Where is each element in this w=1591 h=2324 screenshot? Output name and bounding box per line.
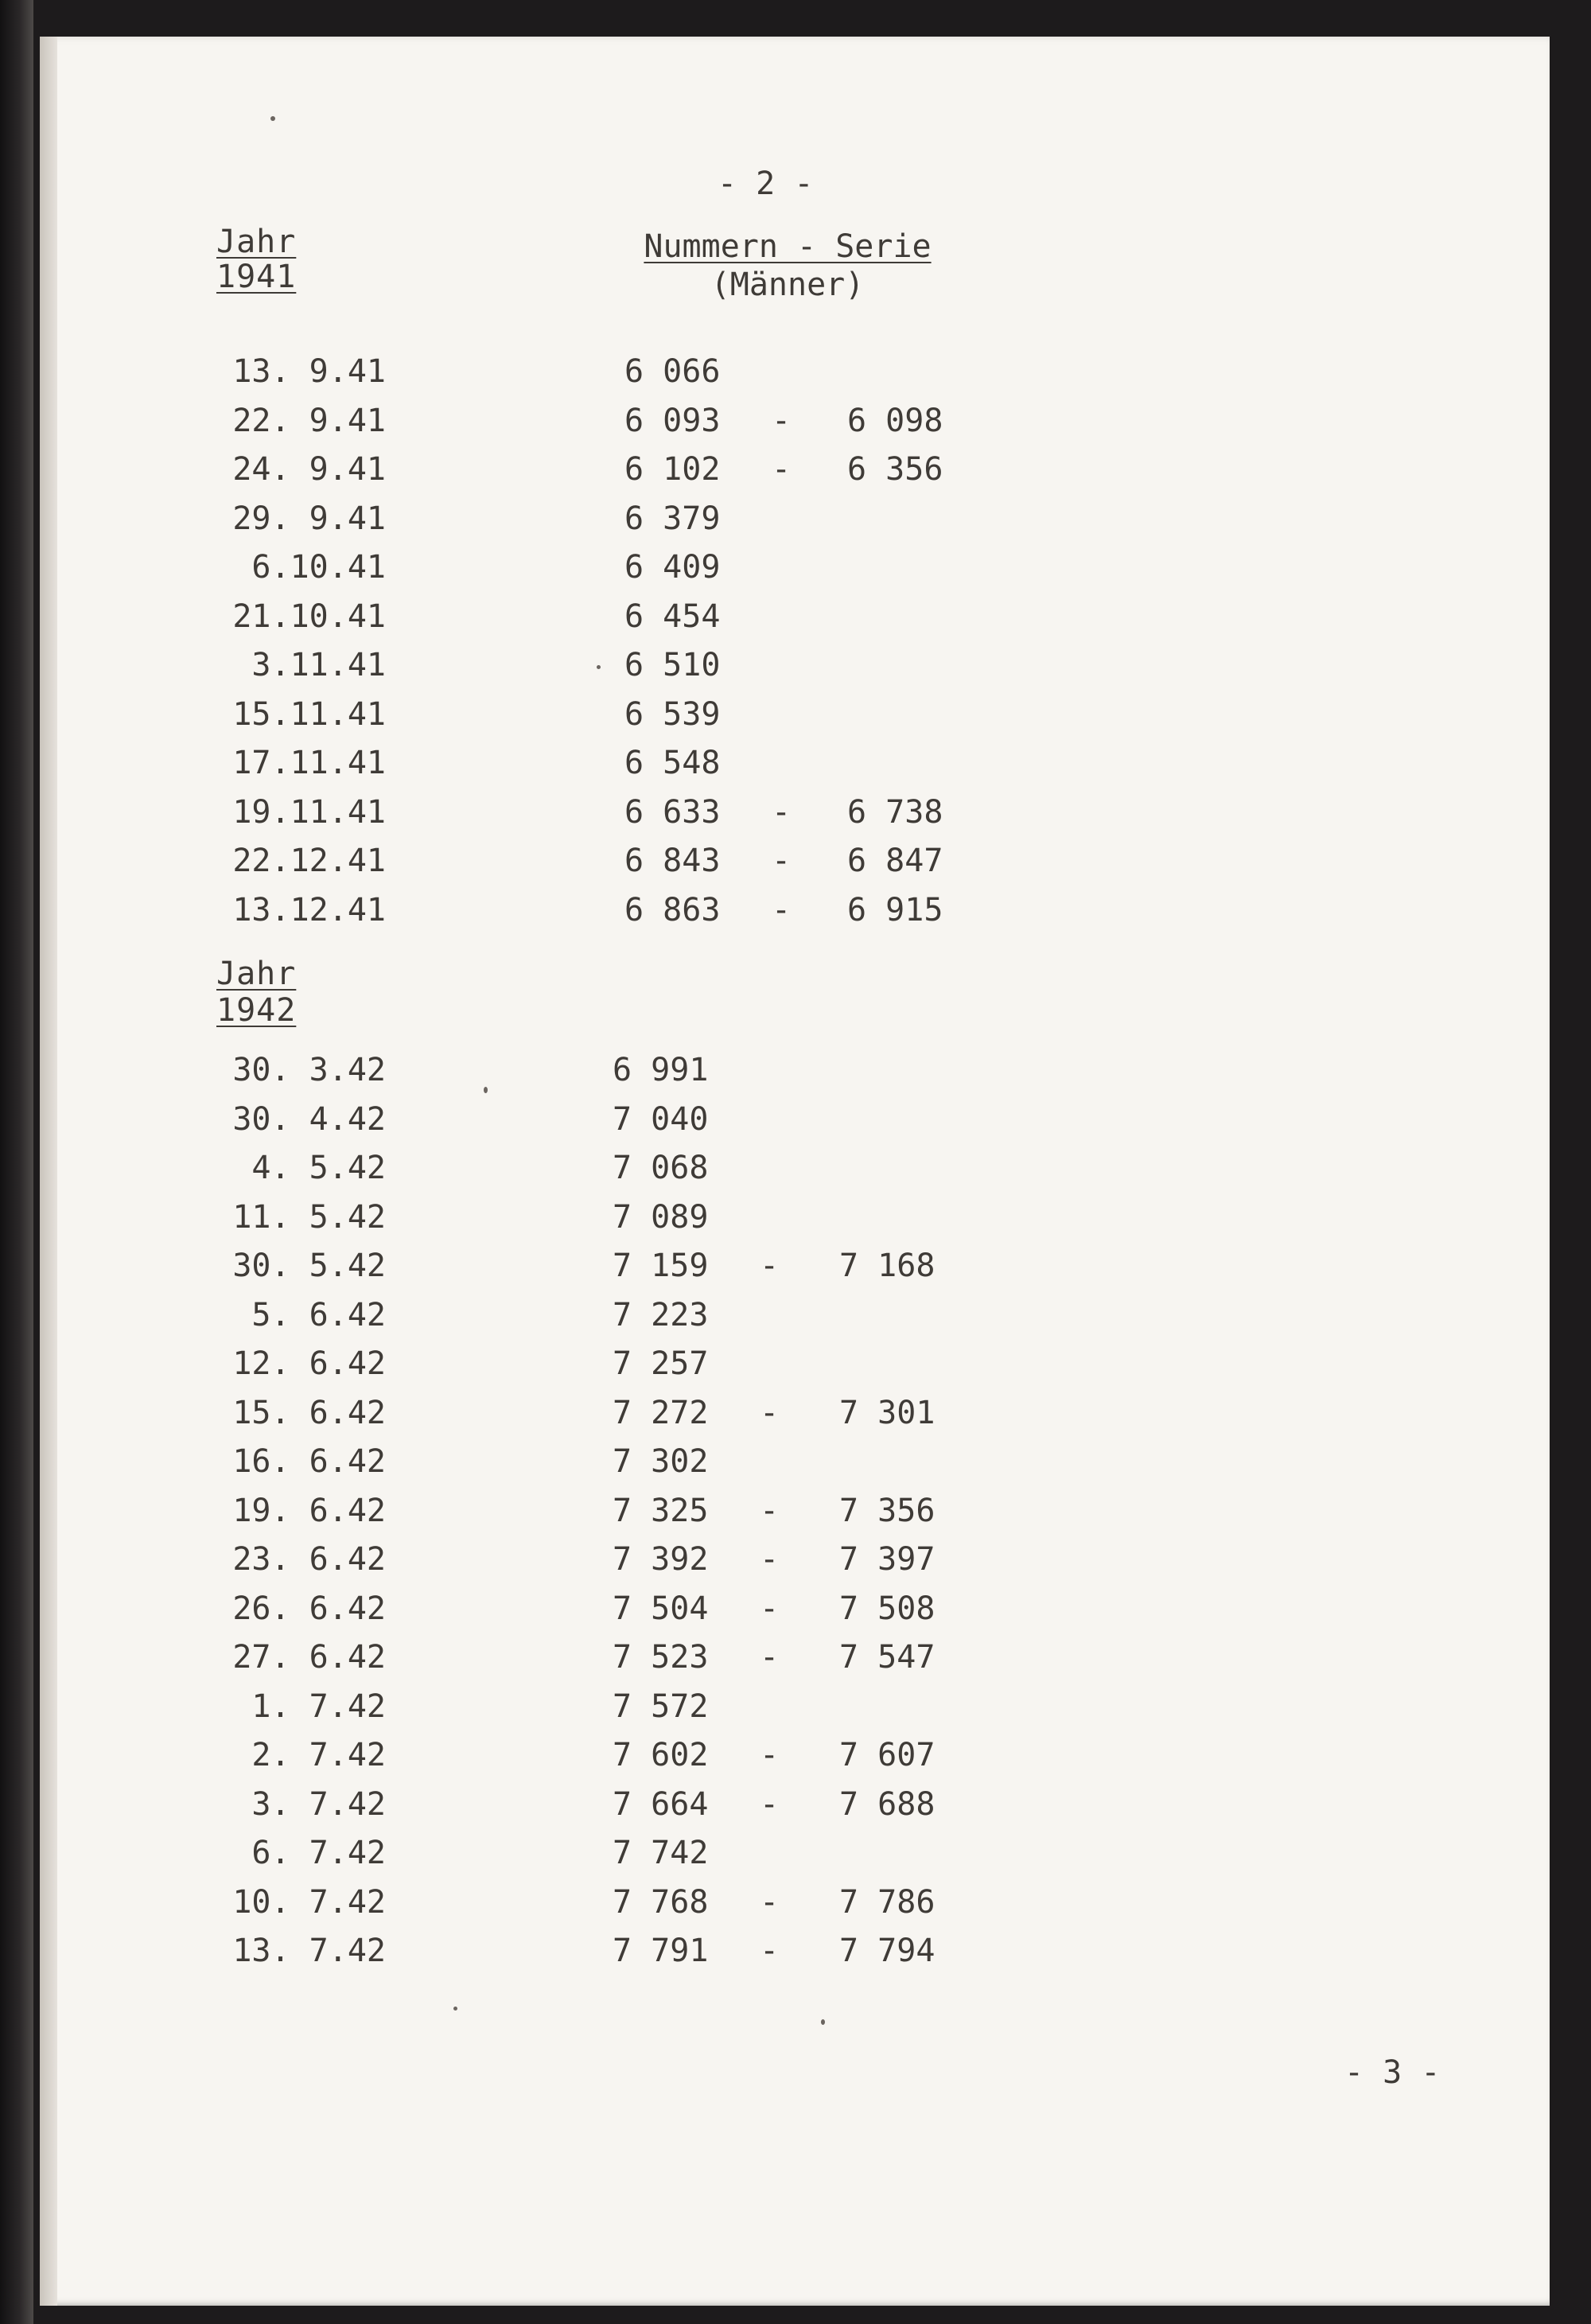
table-row: [40, 892, 1550, 936]
row-number-from: 6 102: [624, 451, 721, 488]
row-number-from: 7 223: [613, 1296, 709, 1333]
row-date: 17.11.41: [232, 745, 386, 781]
row-date: 15. 6.42: [232, 1394, 386, 1431]
table-row: [40, 549, 1550, 594]
row-date: 5. 6.42: [251, 1296, 386, 1333]
row-range-separator: -: [760, 1883, 780, 1921]
row-range-separator: -: [760, 1394, 780, 1431]
row-number-from: 7 504: [613, 1590, 709, 1627]
row-number-to: 6 915: [847, 891, 943, 928]
table-row: [40, 1933, 1550, 1977]
row-number-from: 7 768: [613, 1883, 709, 1921]
row-number-to: 6 847: [847, 843, 943, 879]
row-number-from: 7 272: [613, 1394, 709, 1431]
row-range-separator: -: [772, 891, 792, 928]
table-row: [40, 647, 1550, 691]
row-range-separator: -: [772, 793, 792, 831]
series-column-header: [628, 228, 947, 304]
row-number-from: 7 302: [613, 1443, 709, 1480]
row-number-from: 7 392: [613, 1541, 709, 1578]
row-date: 19. 6.42: [232, 1492, 386, 1529]
table-row: [40, 1052, 1550, 1096]
row-number-from: 7 257: [613, 1345, 709, 1382]
row-date: 23. 6.42: [232, 1541, 386, 1578]
table-row: [40, 500, 1550, 545]
row-date: 3. 7.42: [251, 1785, 386, 1823]
year-1942: 1942: [216, 992, 297, 1029]
row-date: 22. 9.41: [232, 402, 386, 439]
row-number-to: 7 301: [839, 1394, 936, 1431]
row-number-from: 6 548: [624, 745, 721, 781]
table-row: [40, 1345, 1550, 1390]
row-number-from: 7 040: [613, 1100, 709, 1138]
row-range-separator: -: [760, 1590, 780, 1627]
row-date: 6. 7.42: [251, 1835, 386, 1871]
row-number-from: 7 159: [613, 1248, 709, 1284]
row-range-separator: -: [772, 402, 792, 439]
row-range-separator: -: [760, 1248, 780, 1284]
row-number-from: 6 843: [624, 843, 721, 879]
row-date: 10. 7.42: [232, 1883, 386, 1921]
row-range-separator: -: [760, 1785, 780, 1823]
row-number-from: 7 523: [613, 1639, 709, 1676]
row-date: 30. 5.42: [232, 1248, 386, 1284]
document-page: [40, 37, 1550, 2306]
row-number-to: 7 356: [839, 1492, 936, 1529]
row-date: 26. 6.42: [232, 1590, 386, 1627]
row-number-to: 7 168: [839, 1248, 936, 1284]
row-number-from: 6 991: [613, 1052, 709, 1088]
row-date: 2. 7.42: [251, 1737, 386, 1773]
row-date: 30. 3.42: [232, 1052, 386, 1088]
row-number-from: 7 602: [613, 1737, 709, 1773]
row-number-to: 6 356: [847, 451, 943, 488]
row-number-to: 7 547: [839, 1639, 936, 1676]
row-number-from: 6 539: [624, 695, 721, 733]
table-row: [40, 1493, 1550, 1537]
row-number-to: 7 397: [839, 1541, 936, 1578]
row-date: 4. 5.42: [251, 1150, 386, 1186]
row-number-from: 6 454: [624, 598, 721, 635]
table-row: [40, 794, 1550, 839]
row-range-separator: -: [772, 843, 792, 879]
table-row: [40, 598, 1550, 643]
row-number-from: 7 664: [613, 1785, 709, 1823]
table-row: [40, 1737, 1550, 1781]
table-row: [40, 451, 1550, 496]
row-date: 13. 7.42: [232, 1933, 386, 1969]
table-row: [40, 1541, 1550, 1586]
row-date: 22.12.41: [232, 843, 386, 879]
year-1941: 1941: [216, 259, 297, 295]
row-date: 27. 6.42: [232, 1639, 386, 1676]
row-number-from: 6 510: [624, 647, 721, 683]
year-label-1941: Jahr: [216, 224, 297, 260]
paper-speck: [270, 116, 275, 121]
row-number-to: 6 738: [847, 793, 943, 831]
row-number-from: 6 379: [624, 500, 721, 537]
row-date: 21.10.41: [232, 598, 386, 635]
row-date: 30. 4.42: [232, 1100, 386, 1138]
row-date: 19.11.41: [232, 793, 386, 831]
table-row: [40, 1884, 1550, 1929]
row-date: 16. 6.42: [232, 1443, 386, 1480]
table-row: [40, 1443, 1550, 1488]
row-number-from: 7 089: [613, 1198, 709, 1236]
next-page-marker: - 3 -: [1344, 2054, 1441, 2091]
table-row: [40, 696, 1550, 741]
row-number-from: 7 791: [613, 1933, 709, 1969]
row-date: 3.11.41: [251, 647, 386, 683]
row-date: 24. 9.41: [232, 451, 386, 488]
row-range-separator: -: [760, 1541, 780, 1578]
row-number-to: 7 688: [839, 1785, 936, 1823]
table-row: [40, 1786, 1550, 1831]
row-number-from: 6 409: [624, 549, 721, 586]
row-number-from: 6 093: [624, 402, 721, 439]
paper-speck: [484, 1087, 488, 1093]
row-range-separator: -: [760, 1737, 780, 1773]
paper-speck: [453, 2007, 457, 2011]
row-date: 11. 5.42: [232, 1198, 386, 1236]
row-number-from: 7 742: [613, 1835, 709, 1871]
table-row: [40, 1688, 1550, 1733]
row-date: 6.10.41: [251, 549, 386, 586]
table-row: [40, 1150, 1550, 1194]
paper-speck: [821, 2019, 825, 2025]
series-subtitle: (Männer): [710, 267, 865, 303]
row-number-from: 6 066: [624, 353, 721, 390]
row-number-from: 6 863: [624, 891, 721, 928]
table-row: [40, 1835, 1550, 1879]
row-date: 29. 9.41: [232, 500, 386, 537]
row-date: 13.12.41: [232, 891, 386, 928]
table-row: [40, 1395, 1550, 1439]
table-row: [40, 843, 1550, 887]
scan-border-left: [0, 0, 33, 2324]
row-number-to: 7 794: [839, 1933, 936, 1969]
row-number-to: 7 508: [839, 1590, 936, 1627]
row-range-separator: -: [772, 451, 792, 488]
page-number: - 2 -: [718, 165, 814, 202]
table-row: [40, 1101, 1550, 1146]
row-date: 1. 7.42: [251, 1688, 386, 1725]
row-number-to: 7 786: [839, 1883, 936, 1921]
table-row: [40, 353, 1550, 398]
table-row: [40, 1199, 1550, 1244]
row-number-from: 7 325: [613, 1492, 709, 1529]
row-date: 15.11.41: [232, 695, 386, 733]
row-number-to: 6 098: [847, 402, 943, 439]
row-range-separator: -: [760, 1639, 780, 1676]
row-number-from: 6 633: [624, 793, 721, 831]
row-number-from: 7 068: [613, 1150, 709, 1186]
table-row: [40, 1639, 1550, 1684]
table-row: [40, 1248, 1550, 1292]
series-title: Nummern - Serie: [644, 228, 932, 265]
table-row: [40, 745, 1550, 789]
paper-speck: [597, 665, 601, 669]
table-row: [40, 1297, 1550, 1341]
year-label-1942: Jahr: [216, 956, 297, 992]
table-row: [40, 1590, 1550, 1635]
row-number-to: 7 607: [839, 1737, 936, 1773]
row-date: 12. 6.42: [232, 1345, 386, 1382]
row-range-separator: -: [760, 1933, 780, 1969]
row-date: 13. 9.41: [232, 353, 386, 390]
table-row: [40, 403, 1550, 447]
row-range-separator: -: [760, 1492, 780, 1529]
row-number-from: 7 572: [613, 1688, 709, 1725]
